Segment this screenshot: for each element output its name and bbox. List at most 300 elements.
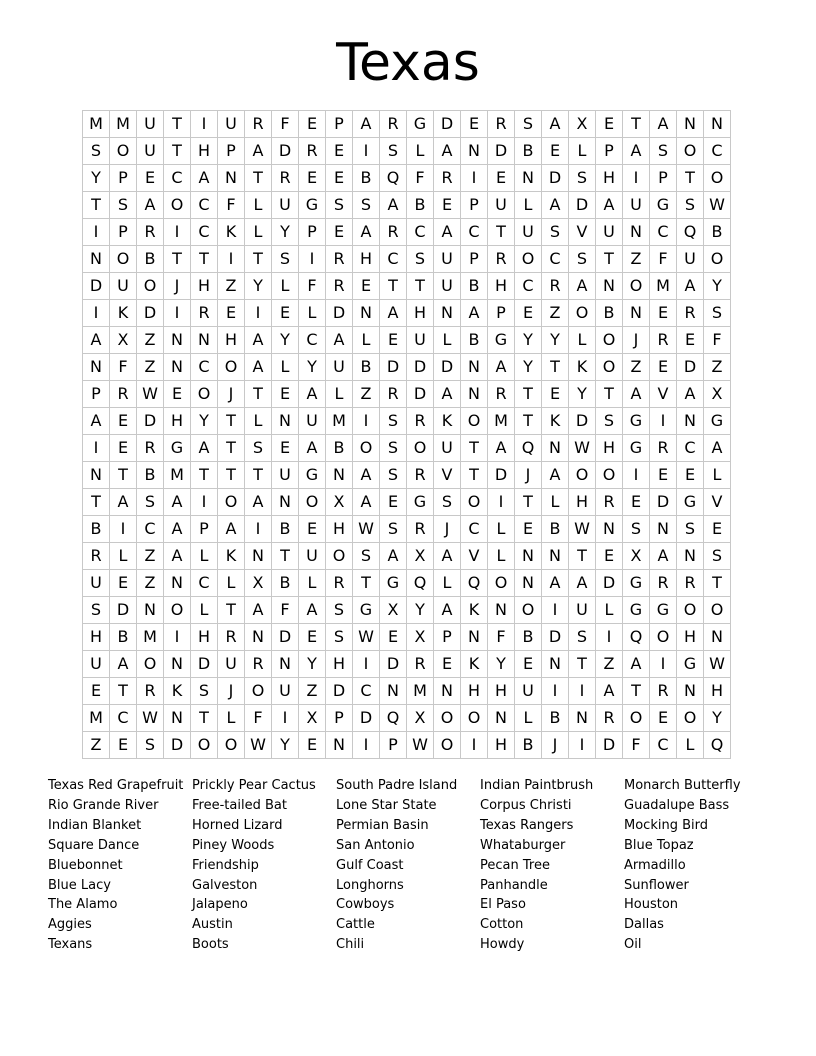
grid-cell: A bbox=[110, 651, 137, 678]
grid-cell: N bbox=[218, 165, 245, 192]
grid-cell: G bbox=[677, 651, 704, 678]
grid-cell: S bbox=[326, 192, 353, 219]
grid-cell: A bbox=[299, 597, 326, 624]
grid-cell: G bbox=[650, 192, 677, 219]
grid-cell: N bbox=[272, 489, 299, 516]
grid-cell: L bbox=[596, 597, 623, 624]
grid-cell: E bbox=[461, 111, 488, 138]
grid-cell: Q bbox=[461, 570, 488, 597]
grid-cell: A bbox=[677, 381, 704, 408]
grid-cell: F bbox=[299, 273, 326, 300]
grid-row bbox=[83, 570, 731, 597]
grid-cell: K bbox=[218, 219, 245, 246]
grid-cell: E bbox=[83, 678, 110, 705]
grid-cell: O bbox=[677, 597, 704, 624]
grid-cell: L bbox=[488, 516, 515, 543]
grid-cell: R bbox=[407, 462, 434, 489]
grid-cell: U bbox=[434, 435, 461, 462]
word-list-item: Square Dance bbox=[48, 837, 140, 853]
grid-cell: O bbox=[488, 570, 515, 597]
grid-cell: A bbox=[353, 462, 380, 489]
grid-cell: J bbox=[542, 732, 569, 759]
grid-cell: L bbox=[245, 408, 272, 435]
grid-cell: K bbox=[110, 300, 137, 327]
grid-cell: U bbox=[137, 111, 164, 138]
word-list-item: El Paso bbox=[480, 897, 526, 913]
grid-cell: M bbox=[164, 462, 191, 489]
grid-cell: S bbox=[353, 543, 380, 570]
grid-cell: N bbox=[677, 543, 704, 570]
grid-cell: P bbox=[110, 165, 137, 192]
grid-cell: U bbox=[488, 192, 515, 219]
grid-cell: T bbox=[245, 246, 272, 273]
grid-cell: O bbox=[650, 624, 677, 651]
grid-cell: S bbox=[434, 489, 461, 516]
grid-cell: B bbox=[137, 462, 164, 489]
grid-cell: S bbox=[569, 165, 596, 192]
grid-cell: H bbox=[83, 624, 110, 651]
word-list-item: Mocking Bird bbox=[624, 817, 708, 833]
grid-cell: N bbox=[461, 354, 488, 381]
grid-cell: U bbox=[110, 273, 137, 300]
grid-cell: Q bbox=[515, 435, 542, 462]
grid-cell: U bbox=[137, 138, 164, 165]
grid-cell: I bbox=[569, 732, 596, 759]
grid-cell: C bbox=[191, 192, 218, 219]
word-list-column bbox=[192, 776, 336, 955]
grid-cell: I bbox=[299, 246, 326, 273]
grid-cell: E bbox=[272, 300, 299, 327]
grid-row bbox=[83, 273, 731, 300]
grid-cell: H bbox=[218, 327, 245, 354]
grid-cell: H bbox=[488, 678, 515, 705]
word-list-item: Dallas bbox=[624, 917, 664, 933]
grid-cell: L bbox=[542, 489, 569, 516]
grid-cell: U bbox=[272, 462, 299, 489]
grid-cell: E bbox=[623, 489, 650, 516]
grid-cell: Y bbox=[299, 651, 326, 678]
grid-cell: L bbox=[272, 273, 299, 300]
grid-cell: O bbox=[596, 462, 623, 489]
grid-cell: F bbox=[650, 246, 677, 273]
grid-cell: D bbox=[434, 111, 461, 138]
grid-cell: E bbox=[299, 732, 326, 759]
grid-cell: O bbox=[461, 408, 488, 435]
grid-cell: I bbox=[83, 300, 110, 327]
grid-cell: H bbox=[326, 516, 353, 543]
grid-cell: A bbox=[380, 543, 407, 570]
grid-cell: E bbox=[110, 435, 137, 462]
grid-cell: R bbox=[488, 246, 515, 273]
grid-cell: Y bbox=[488, 651, 515, 678]
grid-cell: H bbox=[191, 273, 218, 300]
grid-cell: N bbox=[650, 516, 677, 543]
grid-cell: A bbox=[569, 570, 596, 597]
grid-cell: V bbox=[569, 219, 596, 246]
grid-cell: I bbox=[83, 219, 110, 246]
grid-cell: O bbox=[461, 489, 488, 516]
word-list-item: Monarch Butterfly bbox=[624, 778, 741, 793]
grid-cell: F bbox=[272, 597, 299, 624]
grid-cell: R bbox=[650, 327, 677, 354]
grid-cell: Z bbox=[137, 570, 164, 597]
word-list-item: Rio Grande River bbox=[48, 797, 159, 813]
grid-cell: N bbox=[461, 138, 488, 165]
grid-cell: U bbox=[677, 246, 704, 273]
grid-cell: S bbox=[677, 192, 704, 219]
grid-cell: O bbox=[596, 327, 623, 354]
grid-cell: L bbox=[353, 327, 380, 354]
word-list-item: Permian Basin bbox=[336, 817, 429, 833]
grid-cell: E bbox=[272, 435, 299, 462]
grid-cell: P bbox=[650, 165, 677, 192]
grid-cell: N bbox=[569, 705, 596, 732]
grid-cell: M bbox=[650, 273, 677, 300]
grid-cell: T bbox=[218, 435, 245, 462]
grid-cell: R bbox=[272, 165, 299, 192]
word-list-item: Galveston bbox=[192, 877, 258, 893]
grid-cell: P bbox=[461, 246, 488, 273]
grid-cell: T bbox=[596, 381, 623, 408]
grid-cell: N bbox=[191, 327, 218, 354]
grid-cell: F bbox=[623, 732, 650, 759]
grid-cell: P bbox=[110, 219, 137, 246]
grid-cell: W bbox=[137, 381, 164, 408]
grid-cell: A bbox=[245, 327, 272, 354]
grid-cell: S bbox=[569, 246, 596, 273]
grid-cell: C bbox=[191, 570, 218, 597]
grid-cell: O bbox=[326, 543, 353, 570]
grid-cell: C bbox=[110, 705, 137, 732]
grid-cell: C bbox=[191, 219, 218, 246]
grid-cell: N bbox=[164, 570, 191, 597]
grid-cell: G bbox=[650, 597, 677, 624]
grid-cell: T bbox=[245, 165, 272, 192]
grid-cell: H bbox=[191, 624, 218, 651]
grid-cell: O bbox=[461, 705, 488, 732]
grid-cell: A bbox=[704, 435, 731, 462]
word-list-item: Cotton bbox=[480, 917, 524, 933]
grid-cell: N bbox=[245, 624, 272, 651]
grid-cell: O bbox=[164, 192, 191, 219]
grid-cell: I bbox=[623, 462, 650, 489]
grid-cell: R bbox=[407, 408, 434, 435]
grid-cell: S bbox=[137, 489, 164, 516]
grid-cell: E bbox=[515, 300, 542, 327]
grid-cell: U bbox=[299, 543, 326, 570]
grid-cell: D bbox=[272, 138, 299, 165]
grid-cell: R bbox=[137, 219, 164, 246]
grid-cell: M bbox=[83, 705, 110, 732]
grid-cell: I bbox=[542, 678, 569, 705]
grid-cell: R bbox=[218, 624, 245, 651]
grid-cell: S bbox=[380, 138, 407, 165]
grid-cell: E bbox=[650, 462, 677, 489]
grid-cell: Z bbox=[704, 354, 731, 381]
grid-cell: N bbox=[488, 597, 515, 624]
word-list-column bbox=[480, 776, 624, 955]
grid-cell: R bbox=[326, 246, 353, 273]
grid-cell: H bbox=[596, 435, 623, 462]
grid-cell: T bbox=[380, 273, 407, 300]
grid-cell: B bbox=[461, 273, 488, 300]
grid-row bbox=[83, 732, 731, 759]
grid-cell: T bbox=[164, 246, 191, 273]
grid-cell: N bbox=[83, 462, 110, 489]
grid-cell: G bbox=[353, 597, 380, 624]
word-list-item: Sunflower bbox=[624, 877, 689, 893]
grid-cell: A bbox=[299, 381, 326, 408]
grid-cell: P bbox=[434, 624, 461, 651]
grid-cell: N bbox=[677, 111, 704, 138]
grid-cell: B bbox=[515, 624, 542, 651]
grid-cell: D bbox=[83, 273, 110, 300]
grid-cell: K bbox=[218, 543, 245, 570]
grid-cell: E bbox=[110, 408, 137, 435]
grid-row bbox=[83, 462, 731, 489]
grid-cell: I bbox=[191, 489, 218, 516]
grid-cell: A bbox=[245, 597, 272, 624]
grid-cell: E bbox=[137, 165, 164, 192]
grid-cell: S bbox=[272, 246, 299, 273]
grid-row bbox=[83, 381, 731, 408]
grid-cell: M bbox=[326, 408, 353, 435]
grid-cell: T bbox=[218, 462, 245, 489]
grid-cell: I bbox=[461, 732, 488, 759]
grid-cell: T bbox=[164, 111, 191, 138]
grid-cell: O bbox=[164, 597, 191, 624]
grid-cell: R bbox=[677, 570, 704, 597]
grid-cell: H bbox=[488, 273, 515, 300]
grid-cell: E bbox=[326, 138, 353, 165]
grid-cell: E bbox=[650, 300, 677, 327]
grid-cell: A bbox=[191, 435, 218, 462]
grid-cell: I bbox=[353, 651, 380, 678]
grid-cell: R bbox=[245, 111, 272, 138]
grid-cell: R bbox=[650, 570, 677, 597]
grid-cell: Y bbox=[515, 327, 542, 354]
grid-cell: U bbox=[218, 111, 245, 138]
grid-cell: H bbox=[569, 489, 596, 516]
grid-cell: F bbox=[488, 624, 515, 651]
grid-cell: O bbox=[596, 354, 623, 381]
word-list-item: San Antonio bbox=[336, 837, 415, 853]
grid-cell: E bbox=[326, 219, 353, 246]
grid-cell: R bbox=[380, 381, 407, 408]
grid-cell: U bbox=[515, 678, 542, 705]
grid-row bbox=[83, 489, 731, 516]
grid-cell: Y bbox=[272, 732, 299, 759]
word-list-item: Texas Red Grapefruit bbox=[48, 778, 184, 793]
word-list-column bbox=[624, 776, 768, 955]
grid-cell: T bbox=[218, 408, 245, 435]
grid-cell: X bbox=[623, 543, 650, 570]
grid-cell: D bbox=[434, 354, 461, 381]
grid-cell: Z bbox=[596, 651, 623, 678]
grid-cell: N bbox=[164, 354, 191, 381]
grid-cell: N bbox=[515, 543, 542, 570]
grid-cell: L bbox=[299, 300, 326, 327]
grid-cell: C bbox=[650, 732, 677, 759]
grid-cell: L bbox=[488, 543, 515, 570]
grid-cell: W bbox=[569, 516, 596, 543]
grid-cell: D bbox=[407, 354, 434, 381]
grid-cell: N bbox=[596, 273, 623, 300]
grid-cell: N bbox=[380, 678, 407, 705]
grid-cell: E bbox=[299, 516, 326, 543]
grid-cell: I bbox=[164, 624, 191, 651]
grid-cell: E bbox=[704, 516, 731, 543]
grid-cell: L bbox=[245, 192, 272, 219]
grid-cell: U bbox=[434, 273, 461, 300]
grid-cell: Z bbox=[83, 732, 110, 759]
grid-cell: E bbox=[650, 354, 677, 381]
grid-cell: O bbox=[623, 705, 650, 732]
grid-cell: D bbox=[542, 624, 569, 651]
grid-cell: L bbox=[218, 570, 245, 597]
word-search-grid bbox=[82, 110, 731, 759]
grid-cell: N bbox=[272, 651, 299, 678]
grid-cell: A bbox=[542, 111, 569, 138]
grid-row bbox=[83, 408, 731, 435]
grid-cell: N bbox=[83, 354, 110, 381]
grid-cell: U bbox=[83, 570, 110, 597]
grid-cell: A bbox=[542, 570, 569, 597]
grid-cell: B bbox=[272, 516, 299, 543]
grid-cell: O bbox=[218, 732, 245, 759]
grid-cell: J bbox=[218, 678, 245, 705]
grid-cell: A bbox=[191, 165, 218, 192]
grid-cell: G bbox=[164, 435, 191, 462]
grid-cell: U bbox=[407, 327, 434, 354]
grid-cell: R bbox=[650, 678, 677, 705]
grid-cell: A bbox=[164, 516, 191, 543]
grid-cell: H bbox=[704, 678, 731, 705]
grid-cell: O bbox=[704, 246, 731, 273]
grid-cell: L bbox=[704, 462, 731, 489]
grid-cell: F bbox=[245, 705, 272, 732]
grid-cell: E bbox=[218, 300, 245, 327]
grid-cell: W bbox=[353, 516, 380, 543]
grid-cell: L bbox=[515, 705, 542, 732]
grid-cell: Y bbox=[83, 165, 110, 192]
grid-cell: R bbox=[677, 300, 704, 327]
grid-cell: C bbox=[299, 327, 326, 354]
grid-cell: I bbox=[191, 111, 218, 138]
word-list-item: Boots bbox=[192, 937, 229, 953]
grid-row bbox=[83, 516, 731, 543]
word-list-item: Cattle bbox=[336, 917, 375, 933]
grid-cell: E bbox=[164, 381, 191, 408]
grid-cell: X bbox=[704, 381, 731, 408]
grid-cell: G bbox=[623, 435, 650, 462]
grid-cell: A bbox=[83, 408, 110, 435]
grid-cell: N bbox=[704, 111, 731, 138]
grid-cell: T bbox=[272, 543, 299, 570]
grid-cell: E bbox=[380, 327, 407, 354]
grid-cell: N bbox=[623, 300, 650, 327]
grid-cell: H bbox=[488, 732, 515, 759]
grid-cell: L bbox=[434, 570, 461, 597]
grid-cell: O bbox=[218, 489, 245, 516]
grid-cell: N bbox=[83, 246, 110, 273]
grid-cell: E bbox=[110, 570, 137, 597]
grid-cell: T bbox=[83, 192, 110, 219]
grid-cell: O bbox=[515, 597, 542, 624]
grid-cell: Q bbox=[380, 165, 407, 192]
grid-cell: A bbox=[353, 489, 380, 516]
word-list-item: Howdy bbox=[480, 937, 525, 953]
grid-cell: P bbox=[218, 138, 245, 165]
grid-cell: C bbox=[353, 678, 380, 705]
word-list-item: Pecan Tree bbox=[480, 857, 550, 873]
grid-cell: D bbox=[164, 732, 191, 759]
word-list-item: Gulf Coast bbox=[336, 857, 404, 873]
grid-cell: S bbox=[677, 516, 704, 543]
grid-row bbox=[83, 354, 731, 381]
grid-cell: A bbox=[677, 273, 704, 300]
grid-cell: P bbox=[326, 111, 353, 138]
grid-cell: O bbox=[110, 138, 137, 165]
grid-cell: N bbox=[434, 300, 461, 327]
grid-cell: N bbox=[326, 732, 353, 759]
grid-row bbox=[83, 327, 731, 354]
grid-cell: A bbox=[110, 489, 137, 516]
grid-cell: H bbox=[677, 624, 704, 651]
grid-cell: L bbox=[191, 597, 218, 624]
grid-cell: J bbox=[434, 516, 461, 543]
grid-cell: N bbox=[326, 462, 353, 489]
grid-cell: O bbox=[245, 678, 272, 705]
grid-cell: I bbox=[488, 489, 515, 516]
grid-cell: D bbox=[326, 300, 353, 327]
grid-cell: O bbox=[569, 300, 596, 327]
grid-cell: E bbox=[434, 651, 461, 678]
grid-cell: R bbox=[488, 111, 515, 138]
grid-cell: S bbox=[83, 597, 110, 624]
grid-cell: C bbox=[650, 219, 677, 246]
grid-cell: S bbox=[137, 732, 164, 759]
grid-cell: H bbox=[461, 678, 488, 705]
grid-cell: U bbox=[272, 678, 299, 705]
word-list-item: Chili bbox=[336, 937, 365, 953]
grid-cell: W bbox=[569, 435, 596, 462]
grid-cell: D bbox=[353, 705, 380, 732]
word-list-item: Guadalupe Bass bbox=[624, 797, 730, 813]
grid-cell: R bbox=[488, 381, 515, 408]
grid-cell: U bbox=[569, 597, 596, 624]
grid-cell: I bbox=[353, 138, 380, 165]
grid-cell: I bbox=[650, 408, 677, 435]
word-list-item: Houston bbox=[624, 897, 679, 913]
grid-cell: O bbox=[353, 435, 380, 462]
word-list-item: Texans bbox=[48, 937, 93, 953]
grid-cell: I bbox=[272, 705, 299, 732]
grid-cell: O bbox=[515, 246, 542, 273]
grid-cell: E bbox=[515, 651, 542, 678]
word-list-item: Prickly Pear Cactus bbox=[192, 778, 316, 793]
grid-cell: Y bbox=[569, 381, 596, 408]
grid-cell: A bbox=[218, 516, 245, 543]
grid-cell: T bbox=[191, 462, 218, 489]
grid-cell: O bbox=[704, 597, 731, 624]
grid-cell: M bbox=[83, 111, 110, 138]
grid-cell: N bbox=[245, 543, 272, 570]
grid-cell: R bbox=[596, 705, 623, 732]
word-list-item: Longhorns bbox=[336, 877, 404, 893]
grid-cell: S bbox=[569, 624, 596, 651]
grid-cell: I bbox=[164, 219, 191, 246]
